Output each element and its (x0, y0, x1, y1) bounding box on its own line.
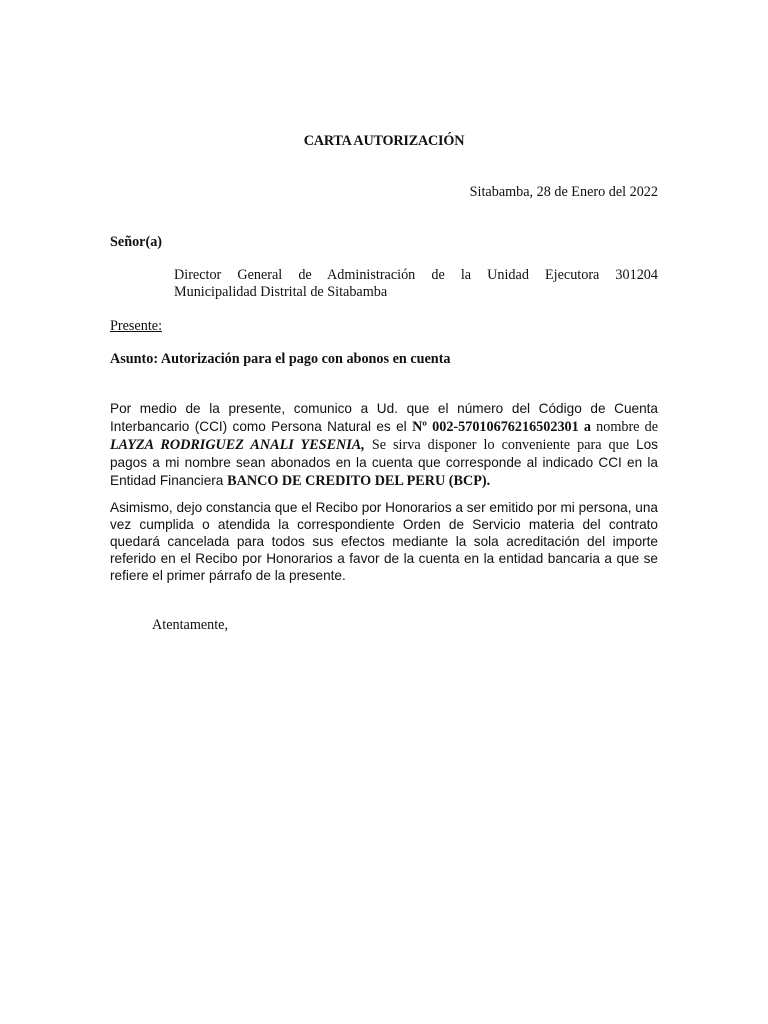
paragraph-1 (110, 400, 658, 490)
paragraph-1-text-3: Se sirva disponer lo conveniente para que (364, 437, 637, 453)
paragraph-1-text-4: Los pagos a mi nombre sean abonados en la cuenta que corresponde al indicado CCI en la Entidad Financiera (110, 437, 658, 488)
letter-date: Sitabamba, 28 de Enero del 2022 (469, 184, 658, 200)
paragraph-1-text-1: Por medio de la presente, comunico a Ud. que el número del Código de Cuenta Interbancario (CCI) como Persona Natural es el (110, 401, 658, 434)
account-number: Nº 002-57010676216502301 a (412, 419, 591, 435)
salutation: Señor(a) (110, 234, 163, 250)
bank-name: BANCO DE CREDITO DEL PERU (BCP). (227, 473, 491, 489)
addressee-block (174, 267, 658, 301)
subject-line: Asunto: Autorización para el pago con abonos en cuenta (110, 351, 451, 367)
addressee-line-2: Municipalidad Distrital de Sitabamba (174, 284, 388, 300)
presente-label: Presente: (110, 318, 163, 334)
addressee-line-1: Director General de Administración de la Unidad Ejecutora 301204 (174, 267, 658, 283)
account-holder-name: LAYZA RODRIGUEZ ANALI YESENIA, (110, 437, 365, 453)
paragraph-2: Asimismo, dejo constancia que el Recibo por Honorarios a ser emitido por mi persona, una vez cumplida o atendida la correspondiente Orden de Servicio materia del contrato quedará cancelada para todos sus efectos mediante la sola acreditación del importe referido en el Recibo por Honorarios a favor de la cuenta en la entidad bancaria a que se refiere el primer párrafo de la presente. (110, 500, 658, 583)
letter-title: CARTA AUTORIZACIÓN (303, 133, 465, 149)
paragraph-1-text-2: nombre de (590, 419, 659, 435)
closing: Atentamente, (152, 617, 229, 633)
